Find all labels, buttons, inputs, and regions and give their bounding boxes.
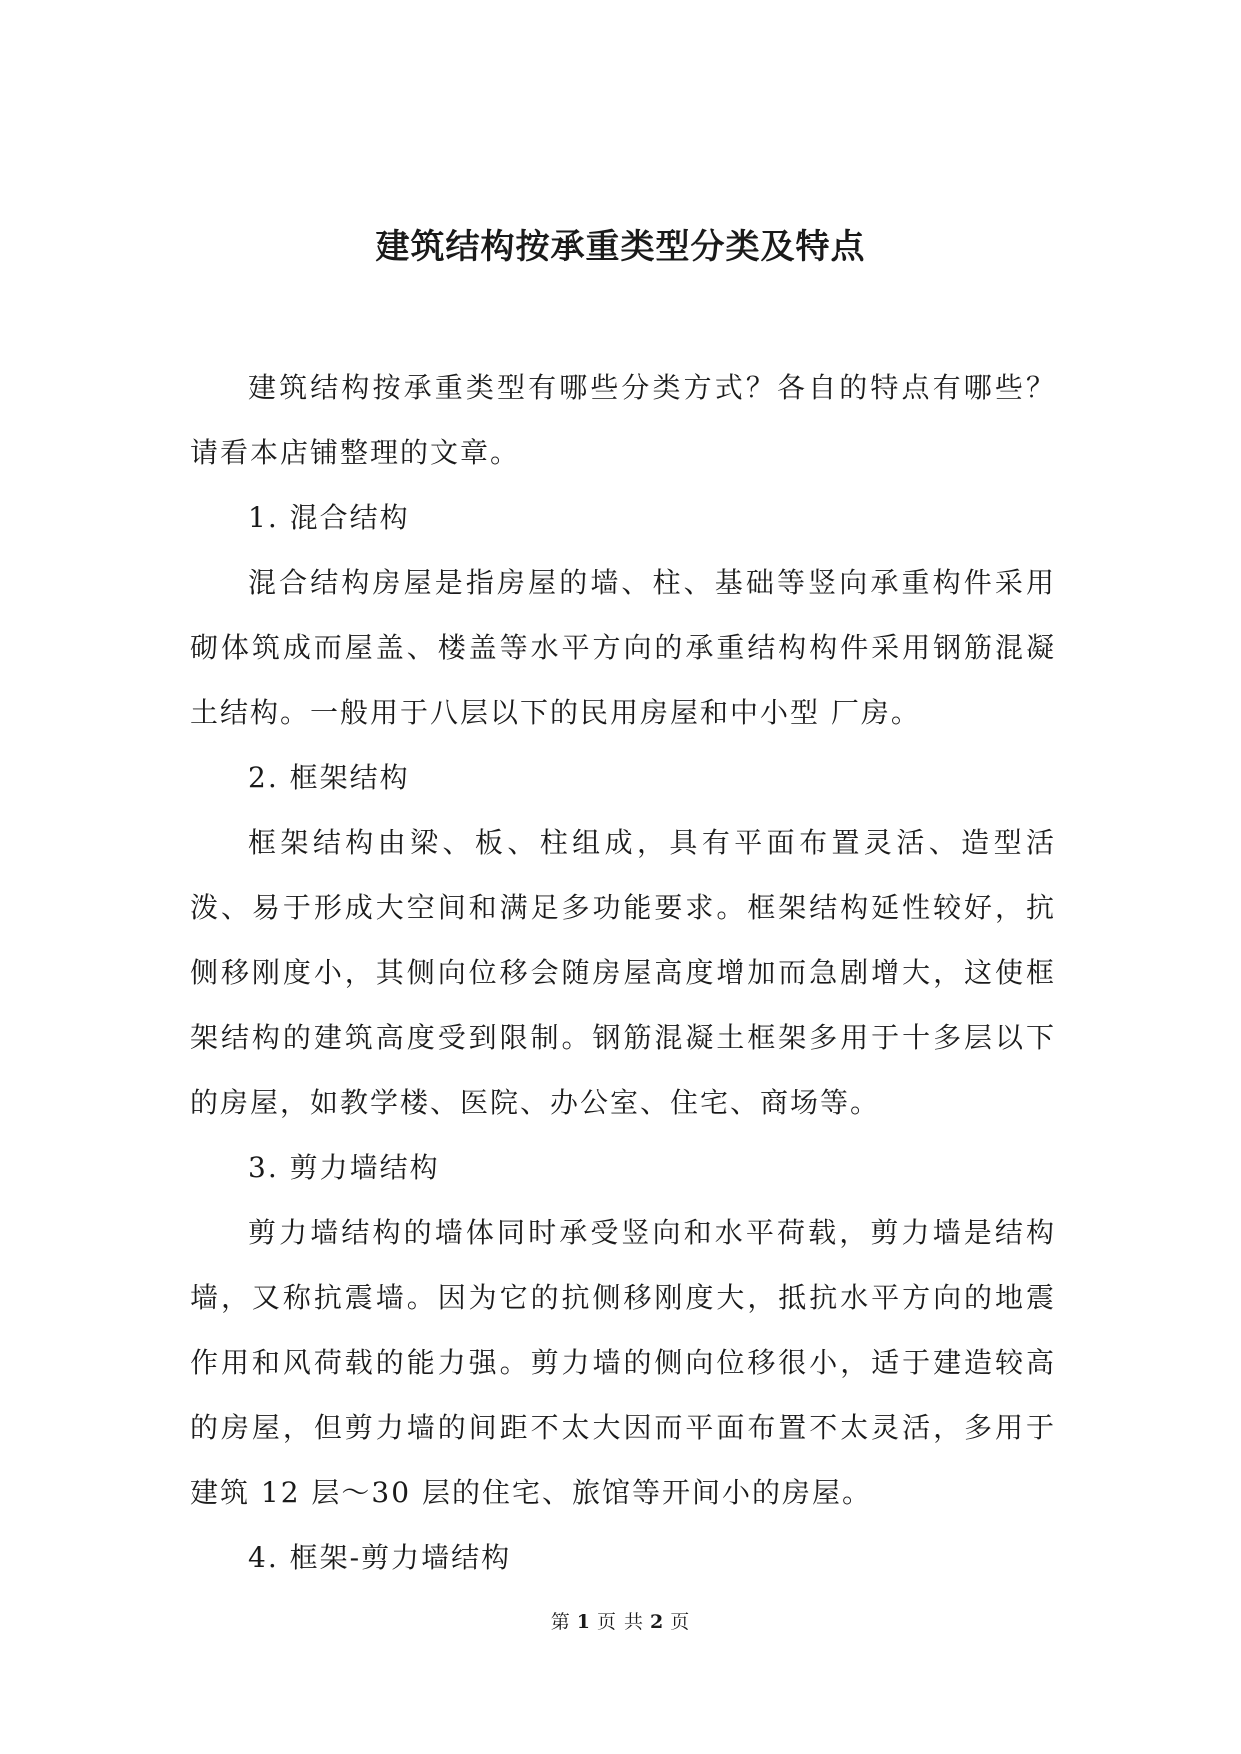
document-title: 建筑结构按承重类型分类及特点 xyxy=(375,227,866,267)
mixed-structure-paragraph: 混合结构房屋是指房屋的墙、柱、基础等竖向承重构件采用砌体筑成而屋盖、楼盖等水平方向的承重结构构件采用钢筋混凝土结构。一般用于八层以下的民用房屋和中小型 厂房。 xyxy=(190,566,1056,729)
footer-prefix: 第 xyxy=(550,1611,571,1633)
frame-structure-paragraph: 框架结构由梁、板、柱组成，具有平面布置灵活、造型活泼、易于形成大空间和满足多功能要求。框架结构延性较好，抗侧移刚度小，其侧向位移会随房屋高度增加而急剧增大，这使框架结构的建筑高度受到限制。钢筋混凝土框架多用于十多层以下的房屋，如教学楼、医院、办公室、住宅、商场等。 xyxy=(190,826,1056,1119)
intro-paragraph: 建筑结构按承重类型有哪些分类方式？各自的特点有哪些？请看本店铺整理的文章。 xyxy=(190,371,1056,469)
section-heading-shear-wall-structure: 3. 剪力墙结构 xyxy=(248,1151,440,1184)
page-footer xyxy=(0,1608,1241,1636)
footer-middle: 页 共 xyxy=(596,1611,645,1633)
section-heading-frame-structure: 2. 框架结构 xyxy=(248,761,410,794)
section-heading-mixed-structure: 1. 混合结构 xyxy=(248,501,410,534)
current-page-number: 1 xyxy=(576,1611,591,1633)
document-body xyxy=(190,355,1056,1590)
total-pages-number: 2 xyxy=(650,1611,665,1633)
shear-wall-structure-paragraph: 剪力墙结构的墙体同时承受竖向和水平荷载，剪力墙是结构墙，又称抗震墙。因为它的抗侧移刚度大，抵抗水平方向的地震作用和风荷载的能力强。剪力墙的侧向位移很小，适于建造较高的房屋，但剪力墙的间距不太大因而平面布置不太灵活，多用于建筑 12 层～30 层的住宅、旅馆等开间小的房屋。 xyxy=(190,1216,1056,1509)
section-heading-frame-shear-wall-structure: 4. 框架-剪力墙结构 xyxy=(248,1541,512,1574)
footer-suffix: 页 xyxy=(670,1611,691,1633)
